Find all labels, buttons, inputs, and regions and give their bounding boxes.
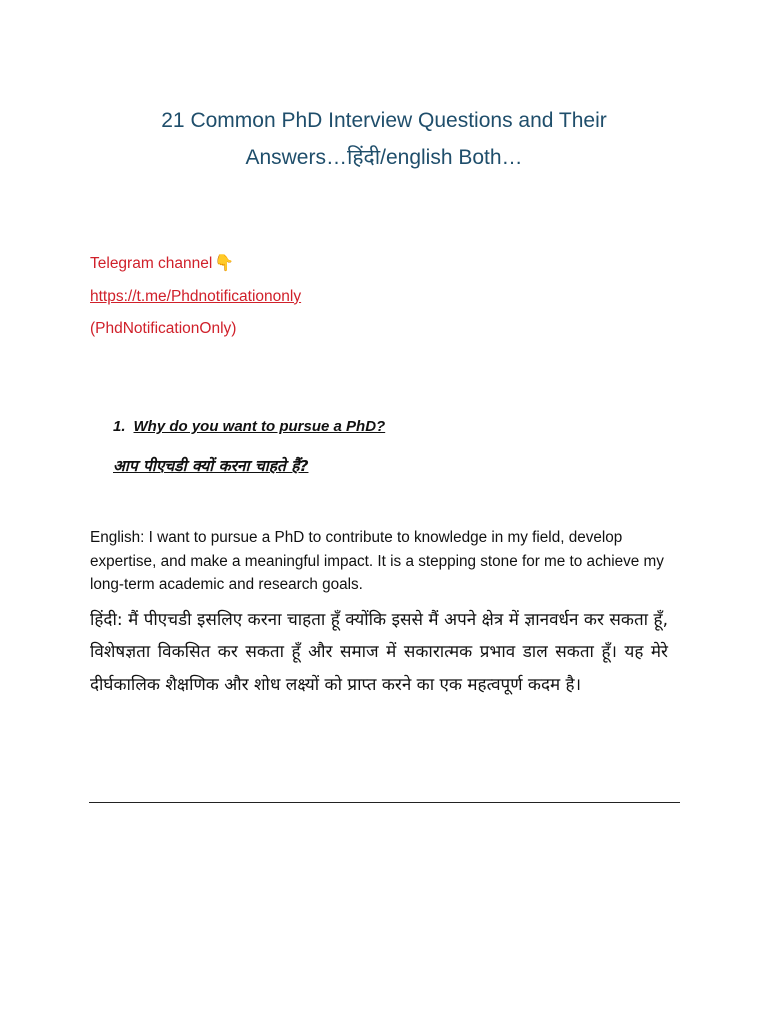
page-title <box>80 102 688 176</box>
answer-1-hindi: हिंदी: मैं पीएचडी इसलिए करना चाहता हूँ क्योंकि इससे मैं अपने क्षेत्र में ज्ञानवर्धन कर सकता हूँ, विशेषज्ञता विकसित कर सकता हूँ और समाज में सकारात्मक प्रभाव डाल सकता हूँ। यह मेरे दीर्घकालिक शैक्षणिक और शोध लक्ष्यों को प्राप्त करने का एक महत्वपूर्ण कदम है। <box>90 610 668 695</box>
question-1-english <box>113 418 385 435</box>
telegram-link-row <box>90 285 301 318</box>
pointing-down-hand-icon: 👇 <box>214 255 235 272</box>
title-line-1: 21 Common PhD Interview Questions and Their <box>161 109 607 132</box>
question-text: Why do you want to pursue a PhD? <box>133 418 386 435</box>
title-line-2: Answers…हिंदी/english Both… <box>245 146 523 169</box>
telegram-block <box>90 252 301 350</box>
section-divider <box>89 802 680 803</box>
question-1-hindi: आप पीएचडी क्यों करना चाहते हैं? <box>113 457 309 475</box>
telegram-label: Telegram channel <box>90 255 213 272</box>
answer-1-english: English: I want to pursue a PhD to contribute to knowledge in my field, develop expertise, and make a meaningful impact. It is a stepping stone for me to achieve my long-term academic and research goals. <box>90 529 664 593</box>
telegram-handle: (PhdNotificationOnly) <box>90 320 237 337</box>
telegram-link[interactable]: https://t.me/Phdnotificationonly <box>90 287 302 305</box>
telegram-label-row <box>90 252 301 285</box>
telegram-handle-row <box>90 317 301 350</box>
question-number: 1. <box>113 418 126 435</box>
